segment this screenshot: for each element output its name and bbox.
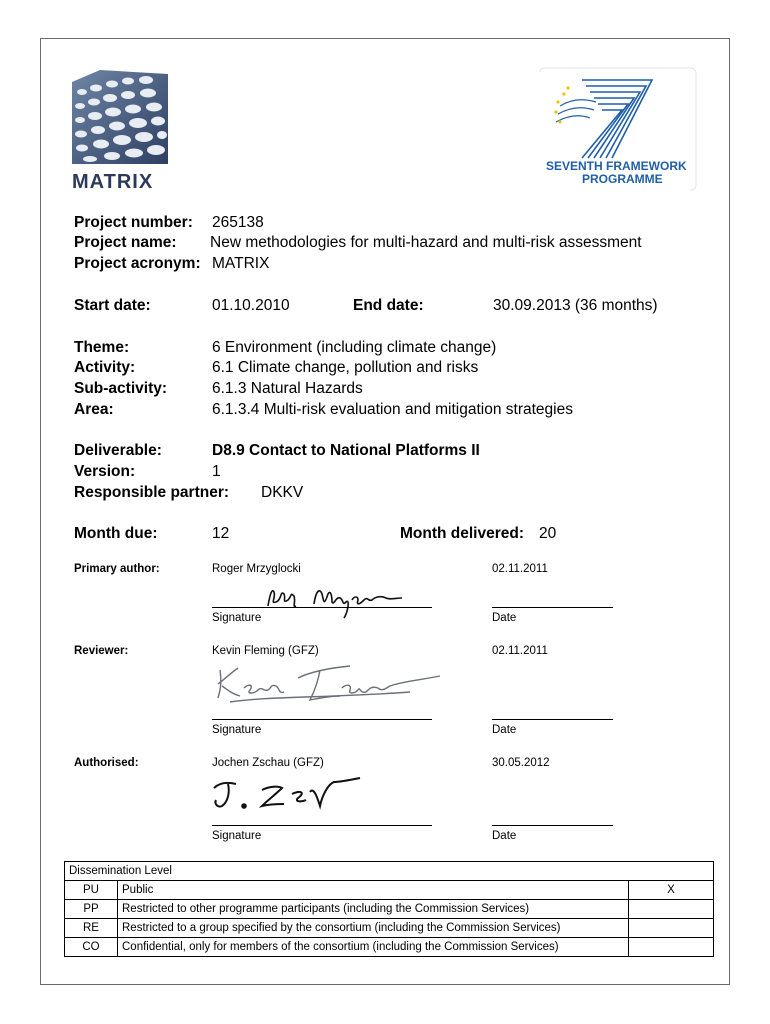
- end-date-value: 30.09.2013 (36 months): [493, 297, 658, 314]
- level-code: RE: [65, 919, 118, 938]
- authorised-signature-image: [210, 772, 370, 812]
- dissemination-title: Dissemination Level: [65, 862, 714, 881]
- reviewer-signature-caption: Signature: [212, 724, 262, 736]
- project-acronym-label: Project acronym:: [74, 255, 201, 272]
- month-delivered-label: Month delivered:: [400, 525, 525, 542]
- dissemination-header-row: [65, 862, 714, 881]
- end-date-label: End date:: [353, 297, 424, 314]
- project-number-value: 265138: [212, 214, 264, 231]
- primary-author-name: Roger Mrzyglocki: [212, 563, 301, 575]
- level-description: Restricted to other programme participants (including the Commission Services): [118, 900, 629, 919]
- activity-value: 6.1 Climate change, pollution and risks: [212, 359, 479, 376]
- subactivity-label: Sub-activity:: [74, 380, 168, 397]
- authorised-signature-line: [212, 825, 432, 826]
- reviewer-date-caption: Date: [492, 724, 517, 736]
- level-mark: [629, 900, 714, 919]
- primary-author-label: Primary author:: [74, 563, 160, 575]
- start-date-value: 01.10.2010: [212, 297, 290, 314]
- fp7-line1: SEVENTH FRAMEWORK: [546, 159, 687, 173]
- matrix-logo-text: MATRIX: [72, 171, 154, 192]
- project-number-label: Project number:: [74, 214, 193, 231]
- area-value: 6.1.3.4 Multi-risk evaluation and mitigation strategies: [212, 401, 573, 418]
- primary-author-date: 02.11.2011: [492, 563, 548, 575]
- dissemination-table: [64, 861, 714, 957]
- month-delivered-value: 20: [539, 525, 557, 542]
- reviewer-name: Kevin Fleming (GFZ): [212, 645, 319, 657]
- table-row: [65, 881, 714, 900]
- primary-author-signature-image: [262, 582, 412, 620]
- deliverable-label: Deliverable:: [74, 442, 162, 459]
- authorised-name: Jochen Zschau (GFZ): [212, 757, 324, 769]
- reviewer-label: Reviewer:: [74, 645, 129, 657]
- fp7-logo-graphic: [536, 66, 700, 194]
- level-description: Confidential, only for members of the consortium (including the Commission Services): [118, 938, 629, 957]
- primary-author-signature-line: [212, 607, 432, 608]
- project-name-value: New methodologies for multi-hazard and multi-risk assessment: [210, 234, 642, 251]
- project-name-label: Project name:: [74, 234, 177, 251]
- primary-author-date-caption: Date: [492, 612, 517, 624]
- responsible-partner-value: DKKV: [261, 484, 304, 501]
- deliverable-value: D8.9 Contact to National Platforms II: [212, 442, 480, 459]
- theme-label: Theme:: [74, 339, 130, 356]
- level-mark: [629, 919, 714, 938]
- primary-author-signature-caption: Signature: [212, 612, 262, 624]
- level-code: PP: [65, 900, 118, 919]
- level-mark: X: [629, 881, 714, 900]
- subactivity-value: 6.1.3 Natural Hazards: [212, 380, 363, 397]
- table-row: [65, 938, 714, 957]
- version-label: Version:: [74, 463, 136, 480]
- month-due-label: Month due:: [74, 525, 158, 542]
- reviewer-date-line: [492, 719, 613, 720]
- area-label: Area:: [74, 401, 114, 418]
- responsible-partner-label: Responsible partner:: [74, 484, 230, 501]
- authorised-date-caption: Date: [492, 830, 517, 842]
- activity-label: Activity:: [74, 359, 136, 376]
- start-date-label: Start date:: [74, 297, 151, 314]
- level-code: PU: [65, 881, 118, 900]
- fp7-line2: PROGRAMME: [582, 172, 663, 186]
- authorised-date-line: [492, 825, 613, 826]
- reviewer-date: 02.11.2011: [492, 645, 548, 657]
- fp7-logo: [536, 66, 700, 194]
- project-acronym-value: MATRIX: [212, 255, 270, 272]
- level-code: CO: [65, 938, 118, 957]
- level-description: Public: [118, 881, 629, 900]
- theme-value: 6 Environment (including climate change): [212, 339, 497, 356]
- matrix-logo: [70, 68, 170, 192]
- authorised-date: 30.05.2012: [492, 757, 550, 769]
- primary-author-date-line: [492, 607, 613, 608]
- level-description: Restricted to a group specified by the consortium (including the Commission Services): [118, 919, 629, 938]
- level-mark: [629, 938, 714, 957]
- reviewer-signature-image: [210, 658, 450, 708]
- month-due-value: 12: [212, 525, 230, 542]
- matrix-logo-graphic: [70, 68, 170, 192]
- table-row: [65, 919, 714, 938]
- version-value: 1: [212, 463, 221, 480]
- table-row: [65, 900, 714, 919]
- reviewer-signature-line: [212, 719, 432, 720]
- authorised-signature-caption: Signature: [212, 830, 262, 842]
- authorised-label: Authorised:: [74, 757, 139, 769]
